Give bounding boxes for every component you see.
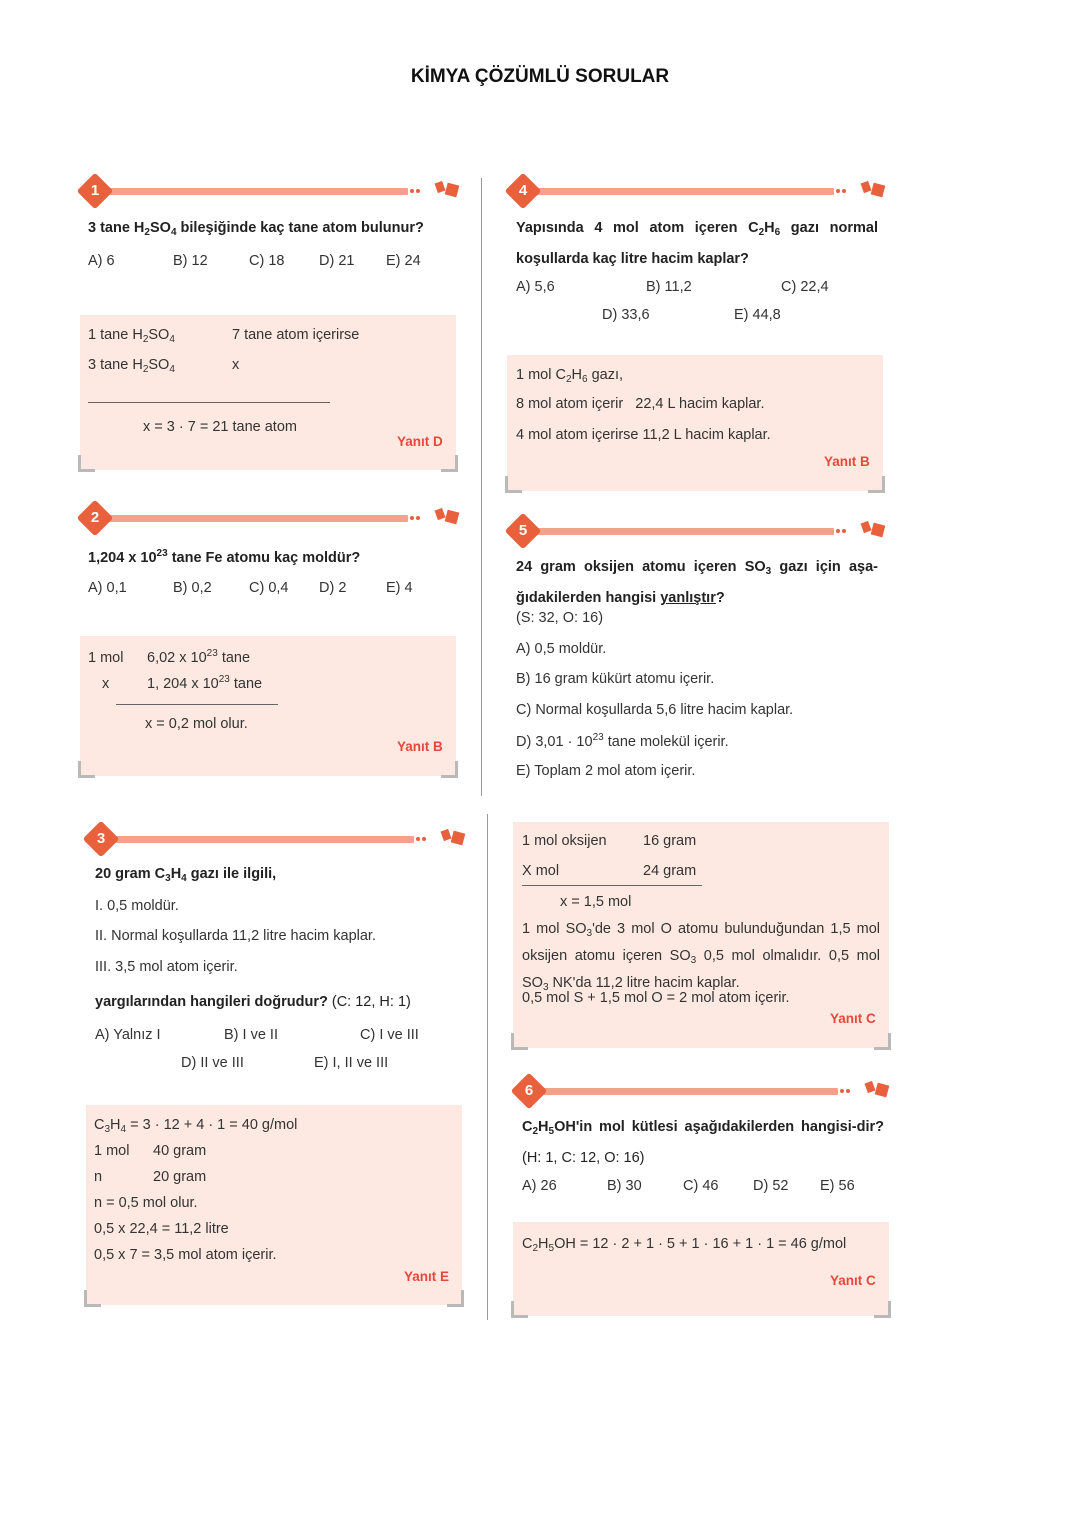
option-b: B) 16 gram kükürt atomu içerir.	[516, 671, 715, 687]
solution-box: 1 mol $C_2H_6$ gazı, 8 mol atom içerir 22,4 L hacim kaplar. 4 mol atom içerirse 11,2 L hacim kaplar. Yanıt B	[507, 355, 883, 491]
column-divider	[487, 814, 488, 1320]
option-e: E) 56	[820, 1178, 855, 1194]
solution-paragraph: 1 mol $SO_3'de$ 3 mol O atomu bulunduğundan 1,5 mol oksijen atomu içeren $SO_3$ 0,5 mol olmalıdır. 0,5 mol $SO_3$ NK'da 11,2 litre hacim kaplar.	[522, 921, 881, 993]
solution-box: 1 mol 6,02 x $10^{23}$ tane x 1, 204 x $10^{23}$ tane x = 0,2 mol olur. Yanıt B	[80, 636, 456, 776]
solution-box: 1 mol oksijen 16 gram X mol 24 gram x = 1,5 mol 1 mol $SO_3'de$ 3 mol O atomu bulunduğundan 1,5 mol oksijen atomu içeren $SO_3$ 0,5 mol olmalıdır. 0,5 mol $SO_3$ NK'da 11,2 litre hacim kaplar. 0,5 mol S + 1,5 mol O = 2 mol atom içerir. Yanıt C	[513, 822, 889, 1048]
option-e: E) 24	[386, 253, 421, 269]
option-d: D) 33,6	[602, 307, 650, 323]
option-b: B) 11,2	[646, 279, 692, 295]
option-a: A) Yalnız I	[95, 1027, 161, 1043]
option-a: A) 26	[522, 1178, 557, 1194]
option-e: E) 4	[386, 580, 413, 596]
solution-box: $C_2H_5OH = 12 \cdot 2 + 1 \cdot 5 + 1 \cdot 16 + 1 \cdot 1 = 46$ g/mol Yanıt C	[513, 1222, 889, 1316]
solution-box: $C_3H_4 = 3 \cdot 12 + 4 \cdot 1 = 40$ g/mol 1 mol 40 gram n 20 gram n = 0,5 mol olur. 0,5 x 22,4 = 11,2 litre 0,5 x 7 = 3,5 mol atom içerir. Yanıt E	[86, 1105, 462, 1305]
answer-label: Yanıt E	[404, 1269, 450, 1284]
given-masses: (S: 32, O: 16)	[516, 610, 604, 626]
option-b: B) I ve II	[224, 1027, 278, 1043]
option-a: A) 5,6	[516, 279, 555, 295]
question-header: 4	[510, 178, 884, 204]
option-c: C) 22,4	[781, 279, 829, 295]
option-e: E) Toplam 2 mol atom içerir.	[516, 763, 696, 779]
question-text: $C_2H_5OH'in$ mol kütlesi aşağıdakilerden hangisi-dir? (H: 1, C: 12, O: 16)	[522, 1119, 884, 1166]
option-c: C) 46	[683, 1178, 719, 1194]
question-end: yargılarından hangileri doğrudur? (C: 12, H: 1)	[95, 994, 411, 1010]
option-d: D) $3,01 \cdot 10^{23}$ tane molekül içerir.	[516, 732, 729, 750]
column-divider	[481, 178, 482, 796]
question-header: 5	[510, 518, 884, 544]
solution-box: 1 tane $H_2SO_4$ 7 tane atom içerirse 3 tane $H_2SO_4$ x x = 3 · 7 = 21 tane atom Yanıt D	[80, 315, 456, 470]
question-text: 24 gram oksijen atomu içeren $SO_3$ gazı için aşa-ğıdakilerden hangisi yanlıştır?	[516, 559, 878, 606]
answer-label: Yanıt D	[397, 434, 443, 449]
question-text: 3 tane $H_2SO_4$ bileşiğinde kaç tane atom bulunur?	[88, 220, 424, 238]
option-b: B) 12	[173, 253, 208, 269]
question-header: 6	[516, 1078, 888, 1104]
option-a: A) 0,5 moldür.	[516, 641, 607, 657]
question-text: 20 gram $C_3H_4$ gazı ile ilgili,	[95, 866, 277, 884]
question-text: 1,204 x $10^{23}$ tane Fe atomu kaç moldür?	[88, 548, 361, 566]
option-b: B) 30	[607, 1178, 642, 1194]
option-d: D) 2	[319, 580, 347, 596]
question-header: 3	[88, 826, 464, 852]
question-header: 2	[82, 505, 458, 531]
option-a: A) 6	[88, 253, 115, 269]
answer-label: Yanıt C	[830, 1011, 876, 1026]
statement-3: III. 3,5 mol atom içerir.	[95, 959, 238, 975]
option-d: D) 21	[319, 253, 355, 269]
option-e: E) 44,8	[734, 307, 781, 323]
option-a: A) 0,1	[88, 580, 127, 596]
question-text: Yapısında 4 mol atom içeren $C_2H_6$ gazı normal koşullarda kaç litre hacim kaplar?	[516, 220, 878, 267]
option-d: D) 52	[753, 1178, 789, 1194]
option-e: E) I, II ve III	[314, 1055, 389, 1071]
option-c: C) 0,4	[249, 580, 289, 596]
answer-label: Yanıt C	[830, 1273, 876, 1288]
statement-2: II. Normal koşullarda 11,2 litre hacim kaplar.	[95, 928, 376, 944]
option-b: B) 0,2	[173, 580, 212, 596]
question-header: 1	[82, 178, 458, 204]
option-c: C) I ve III	[360, 1027, 419, 1043]
option-d: D) II ve III	[181, 1055, 244, 1071]
answer-label: Yanıt B	[824, 454, 870, 469]
option-c: C) 18	[249, 253, 285, 269]
option-c: C) Normal koşullarda 5,6 litre hacim kaplar.	[516, 702, 794, 718]
statement-1: I. 0,5 moldür.	[95, 898, 179, 914]
page-title: KİMYA ÇÖZÜMLÜ SORULAR	[410, 66, 670, 87]
answer-label: Yanıt B	[397, 739, 443, 754]
